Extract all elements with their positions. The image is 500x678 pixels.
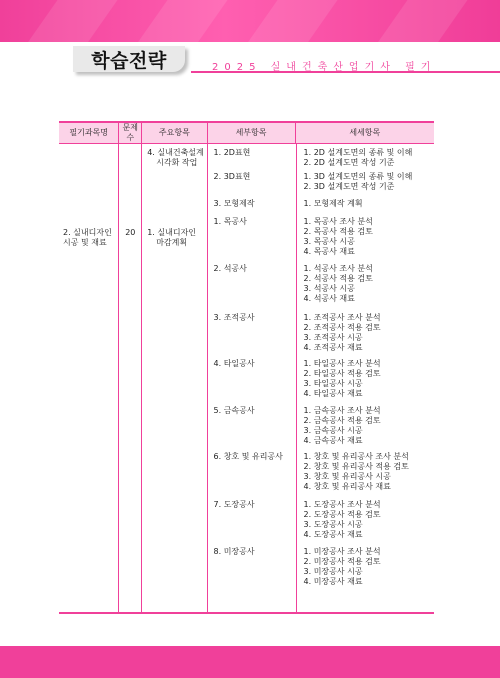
- title-tab: [73, 42, 191, 76]
- header-subtitle: 2025 실내건축산업기사 필기: [212, 62, 437, 73]
- question-count: 20: [125, 228, 136, 237]
- col-header-count: 문제수: [119, 122, 142, 144]
- subject-cell: [59, 144, 119, 614]
- col-header-subject: 필기과목명: [59, 122, 119, 144]
- detail-cell: 1. 2D표현 1. 2D 설계도면의 종류 및 이해 2. 2D 설계도면 작성 기준 2. 3D표현 1. 3D 설계도면의 종류 및 이해 2. 3D 설계도면 작성 기준 3. 모형제작 1. 모형제작 계획 1. 목공사 1. 목공사 조사 분석 2. 목공사 적용 검토 3. 목공사 시공 4. 목공사 재료 2. 석공사 1. 석공사 조사 분석 2. 석공사 적용 검토 3. 석공사 시공 4. 석공사 재료 3. 조적공사 1. 조적공사 조사 분석 2. 조적공사 적용 검토 3. 조적공사 시공 4. 조적공사 재료 4. 타일공사 1. 타일공사 조사 분석 2. 타일공사 적용 검토 3. 타일공사 시공 4. 타일공사 재료 5. 금속공사 1. 금속공사 조사 분석 2. 금속공사 적용 검토 3. 금속공사 시공 4. 금속공사 재료 6. 창호 및 유리공사 1. 창호 및 유리공사 조사 분석 2. 창호 및 유리공사 적용 검토 3. 창호 및 유리공사 시공 4. 창호 및 유리공사 재료 7. 도장공사 1. 도장공사 조사 분석 2. 도장공사 적용 검토 3. 도장공사 시공 4. 도장공사 재료 8. 미장공사 1. 미장공사 조사 분석 2. 미장공사 적용 검토 3. 미장공사 시공 4. 미장공사 재료: [207, 144, 434, 614]
- top-header-band: [0, 0, 500, 42]
- subject-name: 2. 실내디자인 시공 및 재료: [63, 228, 112, 247]
- main-item-cell: [142, 144, 207, 614]
- page-title: 학습전략: [91, 50, 167, 72]
- table-header-row: [59, 122, 434, 144]
- main-item: 1. 실내디자인 마감계획: [147, 228, 197, 247]
- col-header-sub: 세세항목: [295, 122, 434, 144]
- main-item: 4. 실내건축설계 시각화 작업: [147, 148, 204, 167]
- bottom-footer-band: [0, 646, 500, 678]
- count-cell: [119, 144, 142, 614]
- col-header-main: 주요항목: [142, 122, 207, 144]
- syllabus-table: [59, 121, 434, 614]
- table-row: [59, 144, 434, 614]
- col-header-detail: 세부항목: [207, 122, 295, 144]
